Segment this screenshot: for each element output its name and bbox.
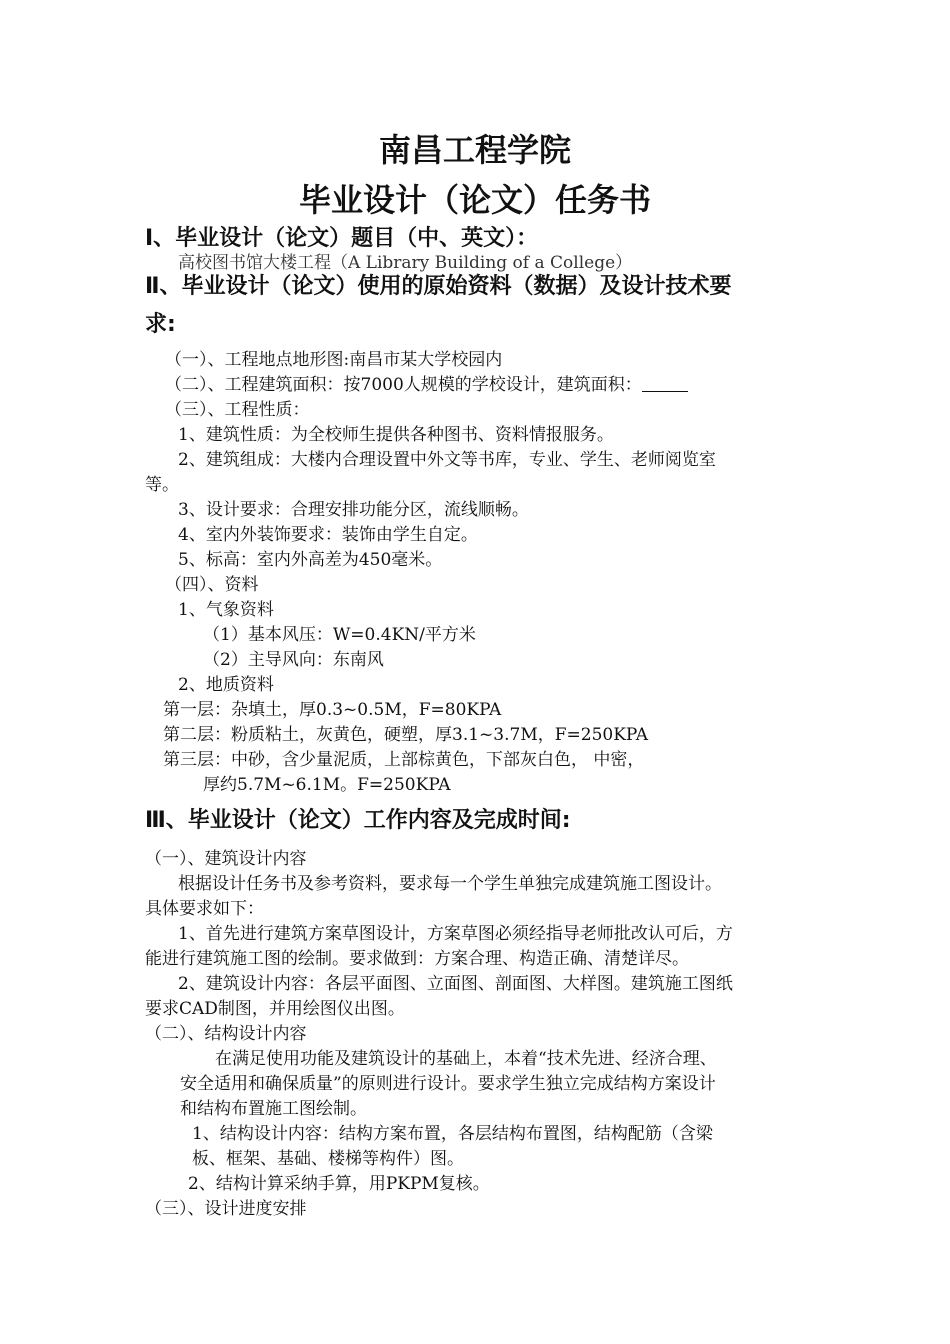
text-line: 2、地质资料 (178, 675, 274, 695)
text-line: （二）、工程建筑面积：按7000人规模的学校设计，建筑面积： (165, 373, 688, 397)
text-line: 1、首先进行建筑方案草图设计，方案草图必须经指导老师批改认可后，方 (178, 924, 733, 944)
fill-in-blank (642, 375, 688, 392)
text-line: （一）、工程地点地形图:南昌市某大学校园内 (165, 350, 503, 370)
text-line: 第二层：粉质粘土，灰黄色，硬塑，厚3.1~3.7M，F=250KPA (163, 725, 649, 745)
text-line: 3、设计要求：合理安排功能分区，流线顺畅。 (178, 500, 529, 520)
text-line: （三）、工程性质： (165, 400, 310, 420)
text-line: （三）、设计进度安排 (145, 1199, 307, 1219)
text-line: （1）基本风压：W=0.4KN/平方米 (203, 625, 476, 645)
text-line: 能进行建筑施工图的绘制。要求做到：方案合理、构造正确、清楚详尽。 (145, 949, 689, 969)
section2-heading-cont: 求: (145, 312, 176, 337)
text-line: 2、结构计算采纳手算，用PKPM复核。 (188, 1174, 490, 1194)
text-line: 要求CAD制图，并用绘图仪出图。 (145, 999, 405, 1019)
text-line: 安全适用和确保质量”的原则进行设计。要求学生独立完成结构方案设计 (180, 1074, 716, 1094)
text-line: 1、建筑性质：为全校师生提供各种图书、资料情报服务。 (178, 425, 614, 445)
text-line: 具体要求如下： (145, 899, 264, 919)
text-line: 厚约5.7M~6.1M。F=250KPA (203, 775, 451, 795)
section3-heading: Ⅲ、毕业设计（论文）工作内容及完成时间: (145, 808, 571, 833)
text-line: 2、建筑组成：大楼内合理设置中外文等书库，专业、学生、老师阅览室 (178, 450, 716, 470)
text-line: 第一层：杂填土，厚0.3~0.5M，F=80KPA (163, 700, 502, 720)
text-line: （四）、资料 (165, 575, 259, 595)
text-line: 1、结构设计内容：结构方案布置，各层结构布置图，结构配筋（含梁 (192, 1124, 713, 1144)
text-line: 4、室内外装饰要求：装饰由学生自定。 (178, 525, 478, 545)
text-line: 板、框架、基础、楼梯等构件）图。 (192, 1149, 464, 1169)
text-line: （二）、结构设计内容 (145, 1024, 307, 1044)
text-line: 等。 (145, 475, 179, 495)
text-line: 和结构布置施工图绘制。 (180, 1099, 367, 1119)
text-line: 5、标高：室内外高差为450毫米。 (178, 550, 443, 570)
document-title: 毕业设计（论文）任务书 (298, 181, 651, 219)
text-line: 在满足使用功能及建筑设计的基础上，本着“技术先进、经济合理、 (215, 1049, 717, 1069)
text-line: （一）、建筑设计内容 (145, 849, 307, 869)
text-line: 1、气象资料 (178, 600, 274, 620)
thesis-topic: 高校图书馆大楼工程（A Library Building of a College） (178, 253, 633, 273)
school-name: 南昌工程学院 (378, 131, 571, 169)
section2-heading: Ⅱ、毕业设计（论文）使用的原始资料（数据）及设计技术要 (145, 274, 732, 299)
text-line: 第三层：中砂，含少量泥质，上部棕黄色，下部灰白色， 中密， (163, 750, 645, 770)
text-line: 2、建筑设计内容：各层平面图、立面图、剖面图、大样图。建筑施工图纸 (178, 974, 733, 994)
section1-heading: Ⅰ、毕业设计（论文）题目（中、英文）： (145, 226, 539, 251)
text-line: 根据设计任务书及参考资料，要求每一个学生单独完成建筑施工图设计。 (178, 874, 722, 894)
text-line: （2）主导风向：东南风 (203, 650, 384, 670)
